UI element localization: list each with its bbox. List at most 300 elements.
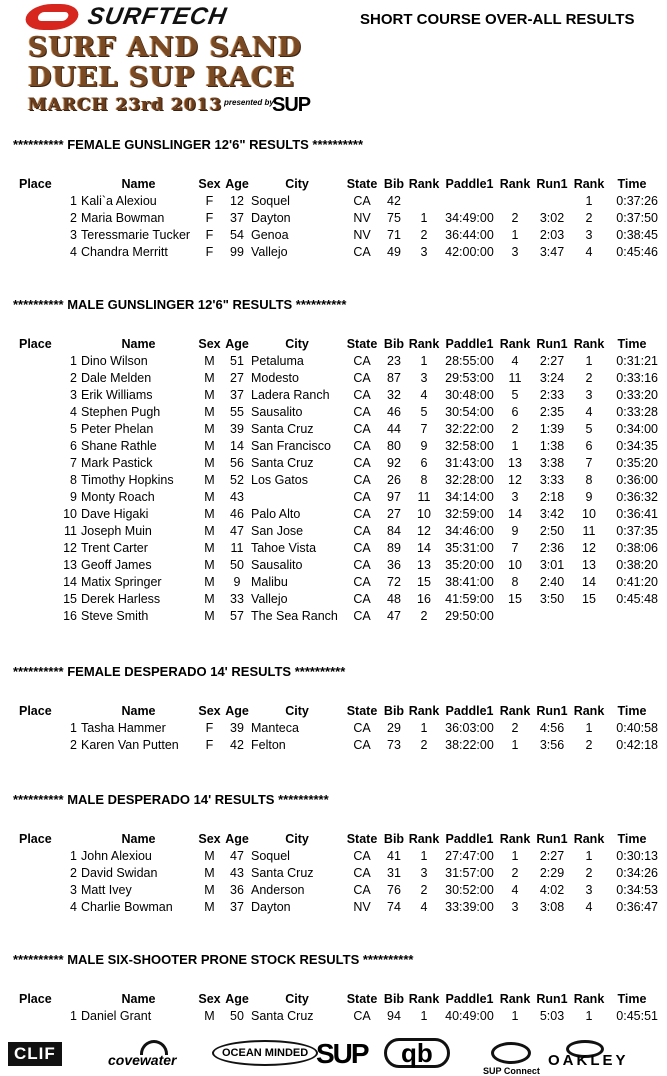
cell-paddle-rank: 11	[508, 370, 522, 385]
cell-run1: 2:35	[539, 404, 565, 419]
event-title-line2: DUEL SUP RACE	[28, 62, 296, 93]
cell-bib-rank: 2	[420, 608, 428, 623]
column-header-age: Age	[225, 336, 249, 351]
cell-place: 4	[70, 899, 77, 914]
section-title: ********** FEMALE GUNSLINGER 12'6" RESULTS **********	[13, 137, 364, 152]
cell-city: Soquel	[251, 193, 290, 208]
cell-place: 1	[70, 1008, 77, 1023]
cell-sex: M	[204, 370, 215, 385]
cell-run-rank: 13	[582, 557, 596, 572]
cell-city: Ladera Ranch	[251, 387, 330, 402]
column-header-bib: Bib	[383, 336, 405, 351]
cell-age: 9	[233, 574, 241, 589]
cell-bib-rank: 12	[417, 523, 431, 538]
cell-bib-rank	[407, 192, 441, 209]
column-header-paddle1: Paddle1	[445, 831, 494, 846]
cell-paddle1: 38:41:00	[445, 574, 494, 589]
table-row	[0, 437, 667, 454]
cell-paddle-rank: 2	[511, 421, 519, 436]
cell-city: Los Gatos	[251, 472, 308, 487]
cell-paddle-rank: 7	[511, 540, 519, 555]
column-header-paddle-rank: Rank	[499, 336, 531, 351]
table-row	[0, 420, 667, 437]
column-header-bib: Bib	[383, 991, 405, 1006]
table-row	[0, 736, 667, 753]
table-row	[0, 243, 667, 260]
cell-paddle1: 33:39:00	[445, 899, 494, 914]
cell-city: The Sea Ranch	[251, 608, 338, 623]
cell-run1: 4:02	[539, 882, 565, 897]
cell-name: Joseph Muin	[81, 523, 152, 538]
cell-bib: 31	[387, 865, 401, 880]
cell-age: 47	[230, 523, 244, 538]
cell-place: 1	[70, 193, 77, 208]
cell-bib: 84	[387, 523, 401, 538]
cell-run1: 2:18	[539, 489, 565, 504]
cell-time: 0:34:00	[616, 421, 658, 436]
cell-time: 0:34:26	[616, 865, 658, 880]
table-row	[0, 352, 667, 369]
cell-age: 39	[230, 421, 244, 436]
cell-city	[251, 488, 343, 505]
cell-sex: M	[204, 353, 215, 368]
cell-sex: M	[204, 557, 215, 572]
column-header-paddle-rank: Rank	[499, 176, 531, 191]
brand-name: SURFTECH	[85, 3, 230, 30]
cell-paddle1: 34:14:00	[445, 489, 494, 504]
column-header-paddle1: Paddle1	[445, 176, 494, 191]
table-header-row	[0, 830, 667, 847]
cell-paddle-rank: 1	[511, 438, 519, 453]
results-table	[0, 335, 667, 624]
cell-state: NV	[353, 899, 371, 914]
cell-time: 0:37:50	[616, 210, 658, 225]
cell-place: 10	[63, 506, 77, 521]
cell-state: CA	[353, 489, 371, 504]
cell-city: Felton	[251, 737, 286, 752]
cell-place: 2	[70, 865, 77, 880]
cell-place: 13	[63, 557, 77, 572]
page-title: SHORT COURSE OVER-ALL RESULTS	[360, 11, 635, 28]
cell-name: Dale Melden	[81, 370, 152, 385]
table-row	[0, 847, 667, 864]
cell-bib-rank: 4	[420, 387, 428, 402]
cell-run-rank: 3	[585, 882, 593, 897]
column-header-sex: Sex	[198, 991, 221, 1006]
column-header-city: City	[285, 991, 309, 1006]
column-header-run-rank: Rank	[573, 991, 605, 1006]
presenter-logo: SUP	[272, 94, 311, 116]
cell-sex: M	[204, 472, 215, 487]
cell-state: CA	[353, 1008, 371, 1023]
cell-paddle-rank: 1	[511, 1008, 519, 1023]
cell-bib: 71	[387, 227, 401, 242]
results-table	[0, 830, 667, 915]
cell-name: Monty Roach	[81, 489, 155, 504]
column-header-city: City	[285, 831, 309, 846]
cell-run-rank: 4	[585, 404, 593, 419]
cell-age: 42	[230, 737, 244, 752]
cell-place: 2	[70, 370, 77, 385]
column-header-run1: Run1	[536, 336, 568, 351]
cell-sex: F	[205, 227, 214, 242]
surftech-swoosh-icon	[22, 4, 82, 30]
cell-paddle1: 30:54:00	[445, 404, 494, 419]
cell-paddle-rank: 3	[511, 244, 519, 259]
event-date: MARCH 23rd 2013	[28, 95, 223, 115]
table-row	[0, 192, 667, 209]
cell-state: CA	[353, 353, 371, 368]
cell-bib: 41	[387, 848, 401, 863]
cell-time: 0:36:47	[616, 899, 658, 914]
cell-place: 11	[64, 523, 77, 538]
cell-bib: 49	[387, 244, 401, 259]
column-header-run1: Run1	[536, 831, 568, 846]
cell-time: 0:36:32	[616, 489, 658, 504]
cell-time: 0:38:06	[616, 540, 658, 555]
results-table	[0, 175, 667, 260]
cell-run-rank: 1	[585, 1008, 593, 1023]
cell-bib-rank: 10	[417, 506, 431, 521]
cell-bib-rank: 15	[417, 574, 431, 589]
cell-bib: 76	[387, 882, 401, 897]
cell-age: 43	[230, 489, 244, 504]
cell-run-rank: 3	[585, 387, 593, 402]
column-header-city: City	[285, 176, 309, 191]
cell-bib-rank: 8	[420, 472, 428, 487]
cell-run-rank: 14	[582, 574, 596, 589]
cell-run-rank: 1	[585, 720, 593, 735]
cell-sex: M	[204, 523, 215, 538]
cell-place: 16	[63, 608, 77, 623]
section-title: ********** MALE SIX-SHOOTER PRONE STOCK RESULTS **********	[13, 952, 414, 967]
cell-age: 33	[230, 591, 244, 606]
cell-paddle-rank: 1	[511, 848, 519, 863]
cell-run1: 1:39	[539, 421, 565, 436]
table-header-row	[0, 702, 667, 719]
cell-paddle1: 42:00:00	[445, 244, 494, 259]
cell-paddle1: 30:48:00	[445, 387, 494, 402]
cell-place: 2	[70, 737, 77, 752]
cell-paddle1: 36:03:00	[445, 720, 494, 735]
column-header-sex: Sex	[198, 703, 221, 718]
cell-state: CA	[353, 193, 371, 208]
cell-age: 51	[230, 353, 244, 368]
cell-state: CA	[353, 574, 371, 589]
cell-bib: 44	[387, 421, 401, 436]
cell-run-rank: 15	[582, 591, 596, 606]
cell-bib: 36	[387, 557, 401, 572]
cell-bib-rank: 3	[420, 244, 428, 259]
cell-bib-rank: 11	[417, 489, 431, 504]
cell-time: 0:36:41	[616, 506, 658, 521]
sup-connect-logo	[483, 1042, 540, 1076]
cell-paddle1: 32:58:00	[445, 438, 494, 453]
cell-place: 1	[70, 848, 77, 863]
table-row	[0, 556, 667, 573]
column-header-run-rank: Rank	[573, 176, 605, 191]
cell-run-rank: 2	[585, 370, 593, 385]
cell-state: CA	[353, 848, 371, 863]
cell-sex: M	[204, 404, 215, 419]
cell-time: 0:45:48	[616, 591, 658, 606]
cell-paddle-rank: 2	[511, 210, 519, 225]
cell-age: 11	[230, 540, 244, 555]
column-header-name: Name	[121, 336, 156, 351]
cell-run-rank: 7	[585, 455, 593, 470]
cell-place: 3	[70, 227, 77, 242]
cell-sex: M	[204, 1008, 215, 1023]
cell-time: 0:31:21	[616, 353, 658, 368]
table-row	[0, 590, 667, 607]
cell-sex: M	[204, 899, 215, 914]
cell-state: CA	[353, 404, 371, 419]
cell-sex: M	[204, 591, 215, 606]
cell-run-rank: 6	[585, 438, 593, 453]
cell-bib-rank: 13	[417, 557, 431, 572]
cell-run1: 2:27	[539, 848, 565, 863]
cell-bib: 75	[387, 210, 401, 225]
cell-age: 39	[230, 720, 244, 735]
cell-bib: 74	[387, 899, 401, 914]
column-header-bib-rank: Rank	[408, 831, 440, 846]
column-header-bib-rank: Rank	[408, 991, 440, 1006]
table-header-row	[0, 990, 667, 1007]
cell-time: 0:38:45	[616, 227, 658, 242]
cell-time: 0:33:28	[616, 404, 658, 419]
cell-run1	[532, 607, 572, 624]
ocean-minded-logo: OCEAN MINDED	[212, 1040, 318, 1066]
table-row	[0, 1007, 667, 1024]
column-header-name: Name	[121, 991, 156, 1006]
column-header-bib: Bib	[383, 176, 405, 191]
cell-paddle1	[441, 192, 498, 209]
cell-sex: F	[205, 737, 214, 752]
cell-run1: 3:24	[539, 370, 565, 385]
cell-bib-rank: 6	[420, 455, 428, 470]
cell-paddle-rank: 14	[508, 506, 522, 521]
column-header-run-rank: Rank	[573, 336, 605, 351]
cell-place: 4	[70, 404, 77, 419]
cell-paddle1: 35:20:00	[445, 557, 494, 572]
column-header-sex: Sex	[198, 831, 221, 846]
sup-logo: SUP	[316, 1038, 368, 1069]
column-header-state: State	[346, 703, 378, 718]
cell-name: Geoff James	[81, 557, 152, 572]
sup-connect-ring-icon	[491, 1042, 531, 1064]
cell-paddle-rank: 9	[511, 523, 519, 538]
cell-run-rank: 4	[585, 244, 593, 259]
cell-name: Karen Van Putten	[81, 737, 179, 752]
cell-name: Daniel Grant	[81, 1008, 152, 1023]
cell-name: Peter Phelan	[81, 421, 154, 436]
cell-paddle-rank: 2	[511, 865, 519, 880]
cell-bib-rank: 1	[420, 210, 428, 225]
cell-age: 50	[230, 1008, 244, 1023]
header	[0, 0, 645, 130]
cell-run1: 1:38	[539, 438, 565, 453]
cell-bib: 29	[387, 720, 401, 735]
cell-bib-rank: 16	[417, 591, 431, 606]
cell-sex: M	[204, 438, 215, 453]
cell-paddle1: 30:52:00	[445, 882, 494, 897]
cell-sex: F	[205, 193, 214, 208]
cell-time: 0:45:51	[616, 1008, 658, 1023]
cell-city: San Jose	[251, 523, 304, 538]
cell-run1: 3:01	[539, 557, 565, 572]
cell-run1: 2:03	[539, 227, 565, 242]
cell-place: 1	[70, 353, 77, 368]
cell-paddle1: 29:50:00	[445, 608, 494, 623]
cell-run-rank: 10	[582, 506, 596, 521]
table-row	[0, 522, 667, 539]
cell-bib: 80	[387, 438, 401, 453]
cell-run-rank: 11	[582, 523, 596, 538]
cell-age: 37	[230, 387, 244, 402]
column-header-bib: Bib	[383, 703, 405, 718]
table-row	[0, 488, 667, 505]
cell-name: Steve Smith	[81, 608, 149, 623]
column-header-state: State	[346, 336, 378, 351]
cell-bib-rank: 1	[420, 1008, 428, 1023]
cell-bib-rank: 4	[420, 899, 428, 914]
table-row	[0, 881, 667, 898]
cell-run-rank: 12	[582, 540, 596, 555]
table-header-row	[0, 175, 667, 192]
cell-sex: M	[204, 387, 215, 402]
cell-name: Shane Rathle	[81, 438, 157, 453]
cell-paddle1: 29:53:00	[445, 370, 494, 385]
cell-paddle-rank: 4	[511, 353, 519, 368]
section-title: ********** MALE GUNSLINGER 12'6" RESULTS **********	[13, 297, 347, 312]
cell-sex: F	[205, 244, 214, 259]
cell-sex: M	[204, 506, 215, 521]
cell-state: CA	[353, 720, 371, 735]
cell-bib-rank: 14	[417, 540, 431, 555]
cell-sex: M	[204, 608, 215, 623]
cell-place: 12	[63, 540, 77, 555]
column-header-name: Name	[121, 176, 156, 191]
cell-bib: 32	[387, 387, 401, 402]
cell-age: 12	[230, 193, 244, 208]
cell-time: 0:36:00	[616, 472, 658, 487]
cell-place: 14	[63, 574, 77, 589]
cell-run-rank: 8	[585, 472, 593, 487]
cell-age: 54	[230, 227, 244, 242]
cell-city: Santa Cruz	[251, 865, 314, 880]
cell-paddle1: 27:47:00	[445, 848, 494, 863]
cell-state: CA	[353, 737, 371, 752]
cell-sex: M	[204, 489, 215, 504]
cell-state: CA	[353, 421, 371, 436]
cell-time: 0:33:20	[616, 387, 658, 402]
sup-connect-label: SUP Connect	[483, 1066, 540, 1076]
cell-age: 50	[230, 557, 244, 572]
results-table	[0, 990, 667, 1024]
cell-run1: 2:27	[539, 353, 565, 368]
cell-age: 27	[230, 370, 244, 385]
cell-paddle-rank: 3	[511, 899, 519, 914]
table-header-row	[0, 335, 667, 352]
cell-city: San Francisco	[251, 438, 331, 453]
cell-bib: 23	[387, 353, 401, 368]
cell-run1: 4:56	[539, 720, 565, 735]
cell-paddle1: 34:46:00	[445, 523, 494, 538]
cell-paddle-rank: 10	[508, 557, 522, 572]
event-title-line1: SURF AND SAND	[28, 32, 303, 63]
cell-state: CA	[353, 472, 371, 487]
column-header-sex: Sex	[198, 176, 221, 191]
cell-place: 6	[70, 438, 77, 453]
cell-time: 0:34:35	[616, 438, 658, 453]
cell-paddle-rank: 12	[508, 472, 522, 487]
cell-bib-rank: 7	[420, 421, 428, 436]
column-header-paddle-rank: Rank	[499, 831, 531, 846]
cell-paddle1: 41:59:00	[445, 591, 494, 606]
cell-paddle-rank: 4	[511, 882, 519, 897]
section-title: ********** FEMALE DESPERADO 14' RESULTS **********	[13, 664, 346, 679]
column-header-name: Name	[121, 703, 156, 718]
cell-city: Santa Cruz	[251, 455, 314, 470]
cell-paddle1: 31:43:00	[445, 455, 494, 470]
cell-place: 7	[70, 455, 77, 470]
cell-bib-rank: 9	[420, 438, 428, 453]
cell-bib: 48	[387, 591, 401, 606]
cell-city: Petaluma	[251, 353, 304, 368]
cell-bib-rank: 1	[420, 353, 428, 368]
table-row	[0, 505, 667, 522]
cell-run1: 3:33	[539, 472, 565, 487]
cell-age: 14	[230, 438, 244, 453]
column-header-place: Place	[19, 991, 52, 1006]
cell-state: CA	[353, 557, 371, 572]
table-row	[0, 369, 667, 386]
cell-bib: 47	[387, 608, 401, 623]
cell-place: 9	[70, 489, 77, 504]
cell-age: 99	[230, 244, 244, 259]
cell-run1: 2:29	[539, 865, 565, 880]
cell-state: CA	[353, 608, 371, 623]
cell-bib: 92	[387, 455, 401, 470]
cell-bib-rank: 1	[420, 720, 428, 735]
cell-run1: 5:03	[539, 1008, 565, 1023]
column-header-paddle-rank: Rank	[499, 703, 531, 718]
cell-state: CA	[353, 523, 371, 538]
cell-paddle1: 32:22:00	[445, 421, 494, 436]
cell-sex: M	[204, 540, 215, 555]
column-header-paddle1: Paddle1	[445, 703, 494, 718]
cell-city: Vallejo	[251, 591, 288, 606]
cell-time: 0:30:13	[616, 848, 658, 863]
cell-name: Chandra Merritt	[81, 244, 168, 259]
cell-time	[606, 607, 667, 624]
column-header-time: Time	[617, 991, 647, 1006]
cell-name: Dino Wilson	[81, 353, 148, 368]
cell-paddle-rank: 3	[511, 489, 519, 504]
cell-name: Matt Ivey	[81, 882, 132, 897]
cell-sex: M	[204, 882, 215, 897]
cell-city: Soquel	[251, 848, 290, 863]
column-header-run1: Run1	[536, 176, 568, 191]
cell-city: Palo Alto	[251, 506, 301, 521]
cell-city: Santa Cruz	[251, 421, 314, 436]
clif-bar-logo: CLIF	[8, 1042, 62, 1066]
cell-city: Tahoe Vista	[251, 540, 317, 555]
column-header-age: Age	[225, 991, 249, 1006]
column-header-bib-rank: Rank	[408, 336, 440, 351]
cell-run1	[532, 192, 572, 209]
cell-run-rank: 1	[585, 353, 593, 368]
